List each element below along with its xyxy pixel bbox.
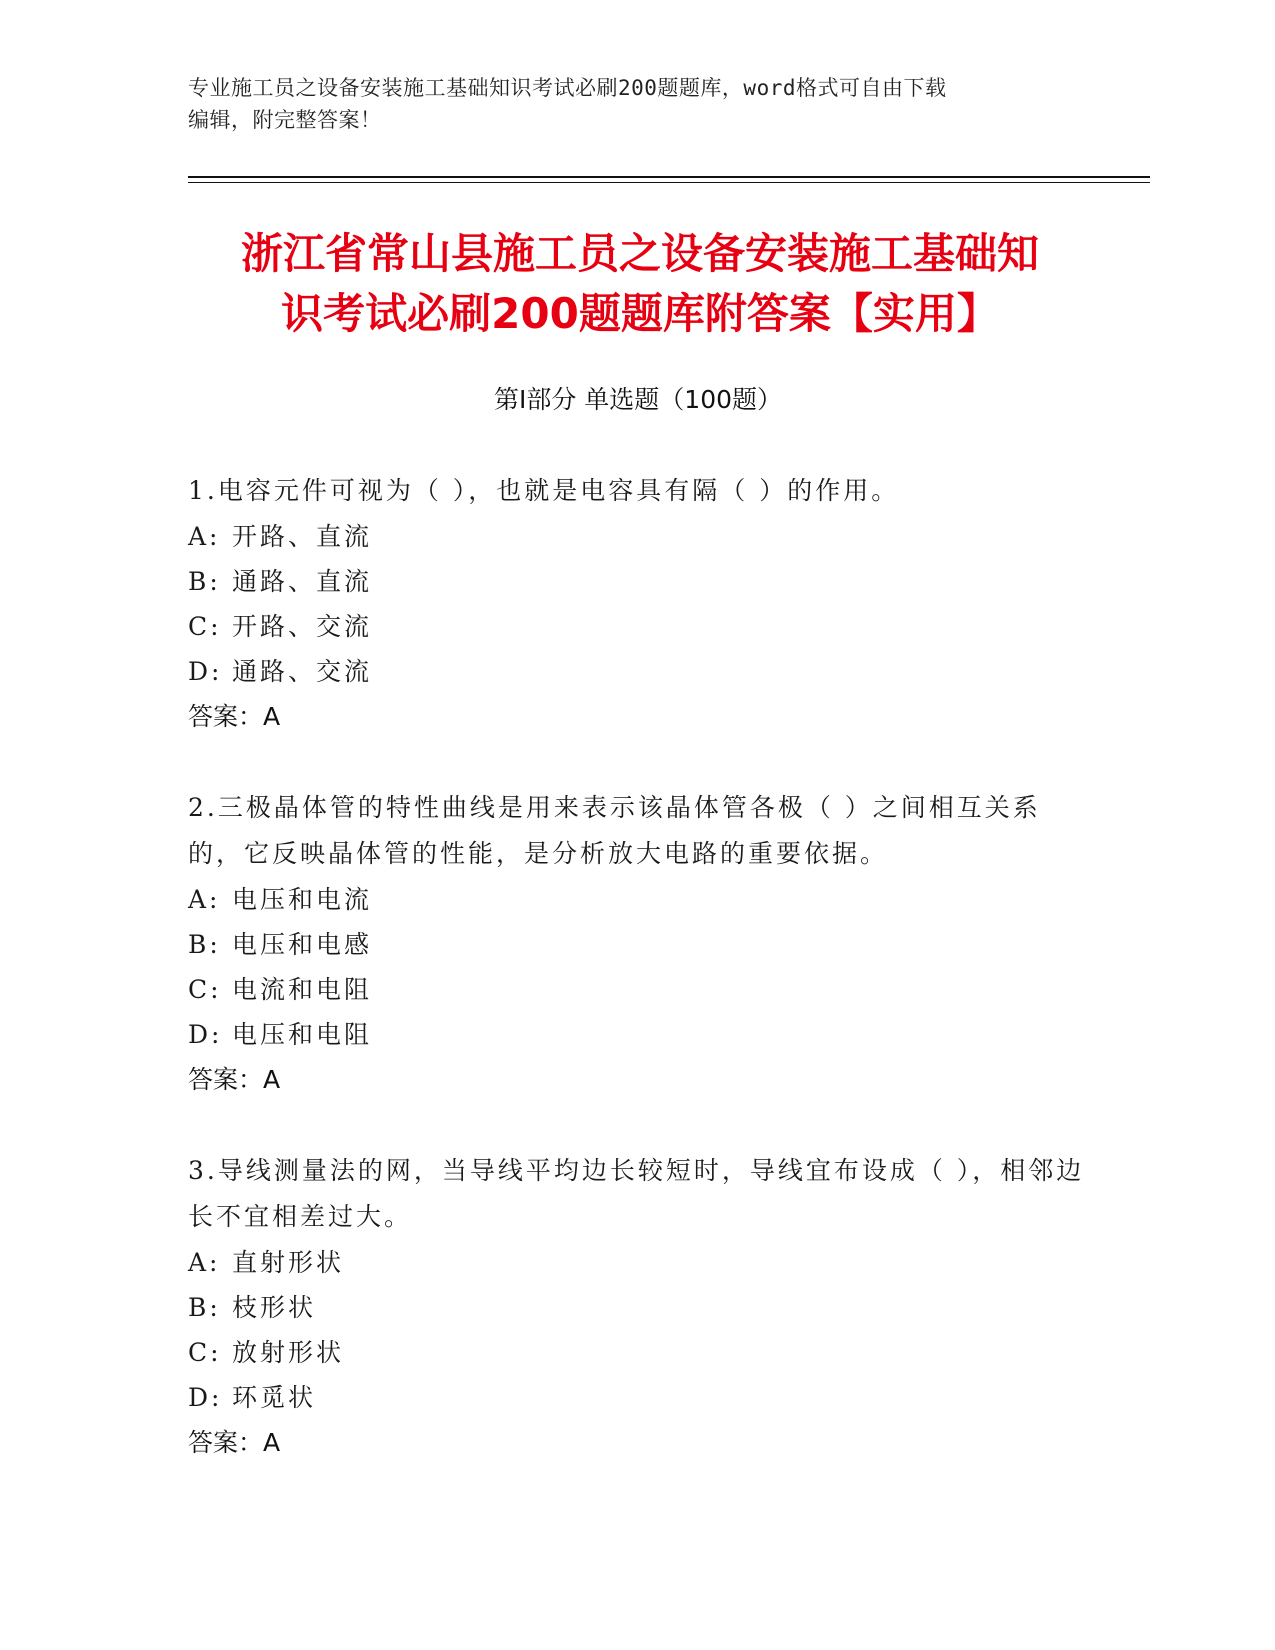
question-stem: 2.三极晶体管的特性曲线是用来表示该晶体管各极（ ）之间相互关系的，它反映晶体管的性能，是分析放大电路的重要依据。 bbox=[188, 793, 1041, 868]
option-letter: A: bbox=[188, 1248, 221, 1277]
option-a bbox=[188, 877, 1088, 922]
option-text: 直射形状 bbox=[232, 1248, 345, 1277]
option-text: 放射形状 bbox=[232, 1338, 345, 1367]
question-stem: 3.导线测量法的网，当导线平均边长较短时，导线宜布设成（ ），相邻边长不宜相差过大。 bbox=[188, 1156, 1085, 1231]
option-letter: C: bbox=[188, 975, 222, 1004]
header-note-line-1: 专业施工员之设备安装施工基础知识考试必刷200题题库，word格式可自由下载 bbox=[188, 76, 947, 100]
question-stem: 1.电容元件可视为（ ），也就是电容具有隔（ ）的作用。 bbox=[188, 476, 900, 505]
option-text: 电压和电感 bbox=[232, 930, 373, 959]
question-1 bbox=[188, 468, 1088, 740]
option-text: 电压和电流 bbox=[232, 885, 373, 914]
option-text: 通路、交流 bbox=[232, 657, 373, 686]
header-note-line-2: 编辑，附完整答案！ bbox=[188, 108, 382, 132]
option-letter: B: bbox=[188, 1293, 221, 1322]
option-letter: B: bbox=[188, 930, 221, 959]
header-divider-thin bbox=[188, 182, 1150, 183]
option-letter: D: bbox=[188, 657, 223, 686]
option-text: 开路、直流 bbox=[232, 522, 373, 551]
question-2 bbox=[188, 785, 1088, 1103]
option-text: 环觅状 bbox=[232, 1383, 317, 1412]
option-letter: A: bbox=[188, 885, 221, 914]
option-c bbox=[188, 967, 1088, 1012]
header-note bbox=[188, 72, 1088, 136]
document-title-line-2: 识考试必刷200题题库附答案【实用】 bbox=[281, 289, 999, 338]
option-letter: D: bbox=[188, 1020, 223, 1049]
option-a bbox=[188, 1240, 1088, 1285]
option-text: 枝形状 bbox=[232, 1293, 317, 1322]
option-text: 电流和电阻 bbox=[232, 975, 373, 1004]
option-d bbox=[188, 649, 1088, 694]
option-text: 通路、直流 bbox=[232, 567, 373, 596]
option-b bbox=[188, 1285, 1088, 1330]
option-text: 开路、交流 bbox=[232, 612, 373, 641]
option-text: 电压和电阻 bbox=[232, 1020, 373, 1049]
question-3 bbox=[188, 1148, 1088, 1466]
question-list bbox=[188, 468, 1088, 1511]
answer-line: 答案：A bbox=[188, 1428, 281, 1457]
section-heading: 第Ⅰ部分 单选题（100题） bbox=[493, 385, 783, 414]
option-d bbox=[188, 1012, 1088, 1057]
option-letter: B: bbox=[188, 567, 221, 596]
option-letter: C: bbox=[188, 1338, 222, 1367]
option-letter: A: bbox=[188, 522, 221, 551]
header-divider-thick bbox=[188, 176, 1150, 178]
answer-line: 答案：A bbox=[188, 702, 281, 731]
answer-line: 答案：A bbox=[188, 1065, 281, 1094]
option-letter: D: bbox=[188, 1383, 223, 1412]
document-title bbox=[190, 224, 1090, 344]
option-b bbox=[188, 922, 1088, 967]
option-letter: C: bbox=[188, 612, 222, 641]
option-c bbox=[188, 1330, 1088, 1375]
option-c bbox=[188, 604, 1088, 649]
option-b bbox=[188, 559, 1088, 604]
option-a bbox=[188, 514, 1088, 559]
document-title-line-1: 浙江省常山县施工员之设备安装施工基础知 bbox=[240, 229, 1039, 278]
option-d bbox=[188, 1375, 1088, 1420]
